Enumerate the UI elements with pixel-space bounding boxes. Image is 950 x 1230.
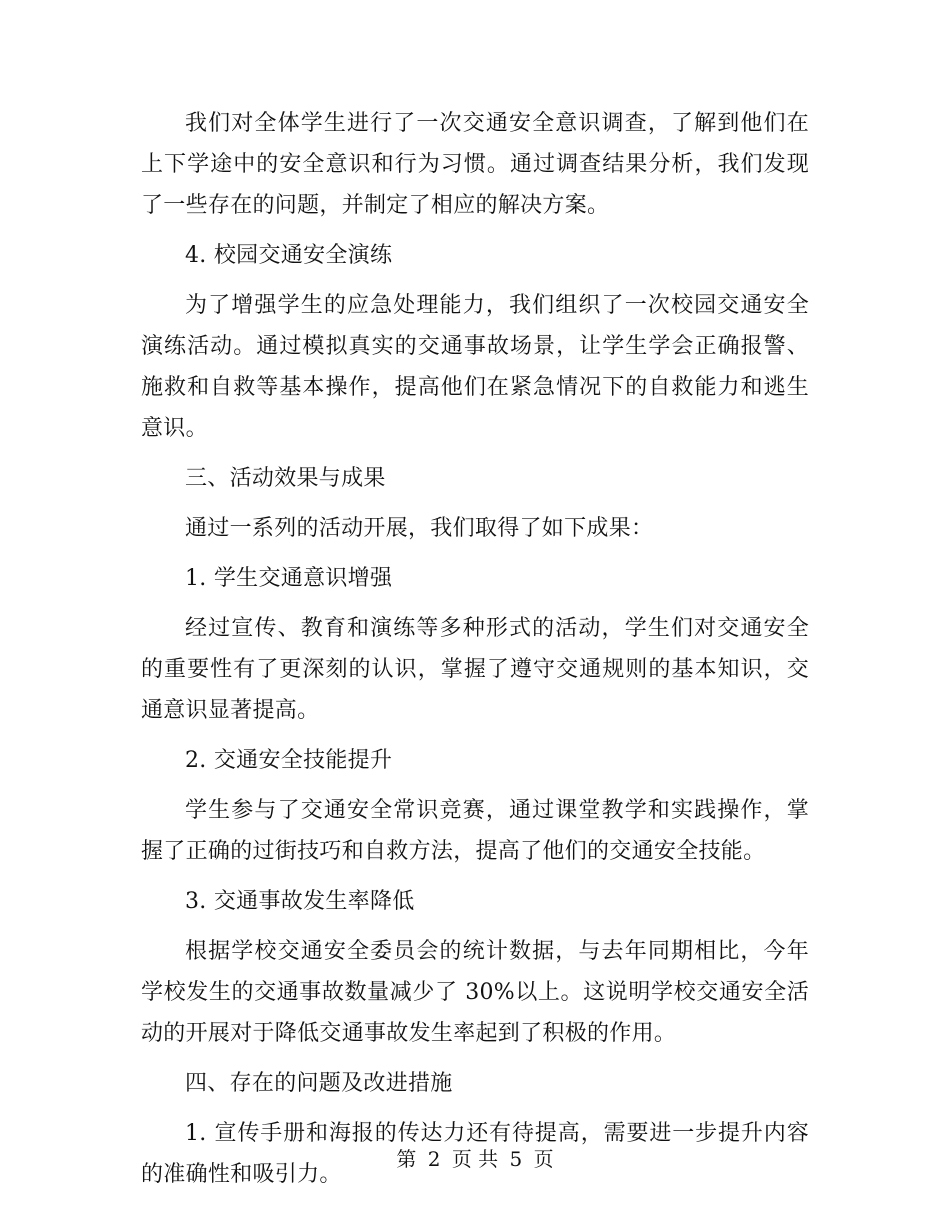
paragraph: 为了增强学生的应急处理能力，我们组织了一次校园交通安全演练活动。通过模拟真实的交通事故场景，让学生学会正确报警、施救和自救等基本操作，提高他们在紧急情况下的自救能力和逃生意识。: [141, 293, 809, 441]
paragraph: 1. 宣传手册和海报的传达力还有待提高，需要进一步提升内容的准确性和吸引力。: [141, 1121, 809, 1187]
current-page-number: 2: [427, 1147, 441, 1171]
total-pages-number: 5: [509, 1147, 523, 1171]
document-body: [141, 103, 809, 1204]
paragraph: 经过宣传、教育和演练等多种形式的活动，学生们对交通安全的重要性有了更深刻的认识，掌握了遵守交通规则的基本知识，交通意识显著提高。: [141, 616, 809, 723]
section-heading: 四、存在的问题及改进措施: [185, 1071, 453, 1096]
section-heading: 4. 校园交通安全演练: [185, 243, 393, 268]
section-heading: 三、活动效果与成果: [185, 466, 386, 491]
page-label-mid: 页 共: [451, 1147, 499, 1171]
section-heading: 2. 交通安全技能提升: [185, 748, 393, 773]
paragraph: 我们对全体学生进行了一次交通安全意识调查，了解到他们在上下学途中的安全意识和行为习惯。通过调查结果分析，我们发现了一些存在的问题，并制定了相应的解决方案。: [141, 111, 809, 218]
section-heading: 1. 学生交通意识增强: [185, 566, 393, 591]
page-label-prefix: 第: [396, 1147, 417, 1171]
paragraph: 根据学校交通安全委员会的统计数据，与去年同期相比，今年学校发生的交通事故数量减少了 30%以上。这说明学校交通安全活动的开展对于降低交通事故发生率起到了积极的作用。: [141, 939, 809, 1046]
paragraph: 通过一系列的活动开展，我们取得了如下成果：: [185, 516, 654, 541]
section-heading: 3. 交通事故发生率降低: [185, 889, 415, 914]
paragraph: 学生参与了交通安全常识竞赛，通过课堂教学和实践操作，掌握了正确的过街技巧和自救方法，提高了他们的交通安全技能。: [141, 798, 809, 864]
page-label-suffix: 页: [533, 1147, 554, 1171]
page-footer: [0, 1145, 950, 1173]
